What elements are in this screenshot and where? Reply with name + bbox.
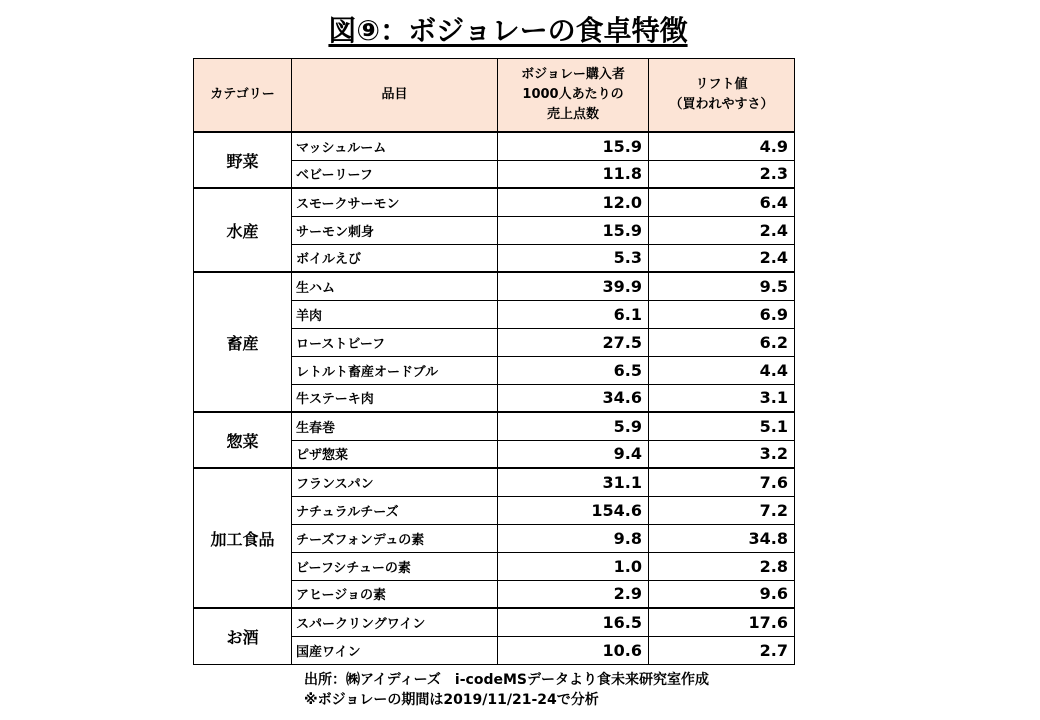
footnotes [304, 670, 709, 710]
period-note: ※ボジョレーの期間は2019/11/21-24で分析 [304, 692, 599, 708]
sales-cell: 6.5 [498, 356, 649, 384]
lift-cell: 9.6 [649, 580, 795, 608]
category-cell: お酒 [194, 608, 292, 664]
item-cell: フランスパン [292, 468, 498, 496]
sales-cell: 6.1 [498, 300, 649, 328]
item-cell: ピザ惣菜 [292, 440, 498, 468]
item-cell: アヒージョの素 [292, 580, 498, 608]
table-row [194, 608, 795, 636]
sales-cell: 15.9 [498, 132, 649, 160]
item-cell: ベビーリーフ [292, 160, 498, 188]
item-cell: チーズフォンデュの素 [292, 524, 498, 552]
lift-cell: 4.4 [649, 356, 795, 384]
item-cell: ローストビーフ [292, 328, 498, 356]
category-cell: 野菜 [194, 132, 292, 188]
sales-cell: 16.5 [498, 608, 649, 636]
lift-cell: 2.3 [649, 160, 795, 188]
sales-cell: 9.8 [498, 524, 649, 552]
table-row [194, 272, 795, 300]
item-cell: 牛ステーキ肉 [292, 384, 498, 412]
sales-cell: 10.6 [498, 636, 649, 664]
sales-cell: 39.9 [498, 272, 649, 300]
data-table [193, 58, 795, 665]
lift-cell: 7.2 [649, 496, 795, 524]
sales-cell: 9.4 [498, 440, 649, 468]
sales-cell: 5.9 [498, 412, 649, 440]
header-category: カテゴリー [194, 59, 292, 133]
item-cell: サーモン刺身 [292, 216, 498, 244]
category-cell: 加工食品 [194, 468, 292, 608]
lift-cell: 2.7 [649, 636, 795, 664]
item-cell: ビーフシチューの素 [292, 552, 498, 580]
table-row [194, 132, 795, 160]
lift-cell: 6.2 [649, 328, 795, 356]
table-header-row [194, 59, 795, 133]
table-row [194, 412, 795, 440]
lift-cell: 4.9 [649, 132, 795, 160]
table-row [194, 188, 795, 216]
lift-cell: 34.8 [649, 524, 795, 552]
sales-cell: 31.1 [498, 468, 649, 496]
lift-cell: 6.9 [649, 300, 795, 328]
lift-cell: 17.6 [649, 608, 795, 636]
sales-cell: 2.9 [498, 580, 649, 608]
sales-cell: 1.0 [498, 552, 649, 580]
header-sales: ボジョレー購入者 1000人あたりの 売上点数 [498, 59, 649, 133]
sales-cell: 154.6 [498, 496, 649, 524]
sales-cell: 11.8 [498, 160, 649, 188]
item-cell: 国産ワイン [292, 636, 498, 664]
sales-cell: 15.9 [498, 216, 649, 244]
sales-cell: 5.3 [498, 244, 649, 272]
item-cell: 生春巻 [292, 412, 498, 440]
sales-cell: 27.5 [498, 328, 649, 356]
lift-cell: 9.5 [649, 272, 795, 300]
table-row [194, 468, 795, 496]
page-title: 図⑨：ボジョレーの食卓特徴 [328, 14, 688, 47]
item-cell: 羊肉 [292, 300, 498, 328]
item-cell: 生ハム [292, 272, 498, 300]
lift-cell: 5.1 [649, 412, 795, 440]
sales-cell: 12.0 [498, 188, 649, 216]
item-cell: ナチュラルチーズ [292, 496, 498, 524]
lift-cell: 3.2 [649, 440, 795, 468]
item-cell: スパークリングワイン [292, 608, 498, 636]
category-cell: 畜産 [194, 272, 292, 412]
category-cell: 惣菜 [194, 412, 292, 468]
lift-cell: 2.4 [649, 244, 795, 272]
item-cell: マッシュルーム [292, 132, 498, 160]
lift-cell: 7.6 [649, 468, 795, 496]
source-note: 出所：㈱アイディーズ i-codeMSデータより食未来研究室作成 [304, 672, 709, 688]
item-cell: レトルト畜産オードブル [292, 356, 498, 384]
lift-cell: 2.8 [649, 552, 795, 580]
lift-cell: 6.4 [649, 188, 795, 216]
lift-cell: 3.1 [649, 384, 795, 412]
category-cell: 水産 [194, 188, 292, 272]
lift-cell: 2.4 [649, 216, 795, 244]
sales-cell: 34.6 [498, 384, 649, 412]
item-cell: ボイルえび [292, 244, 498, 272]
header-item: 品目 [292, 59, 498, 133]
item-cell: スモークサーモン [292, 188, 498, 216]
header-lift: リフト値 （買われやすさ） [649, 59, 795, 133]
